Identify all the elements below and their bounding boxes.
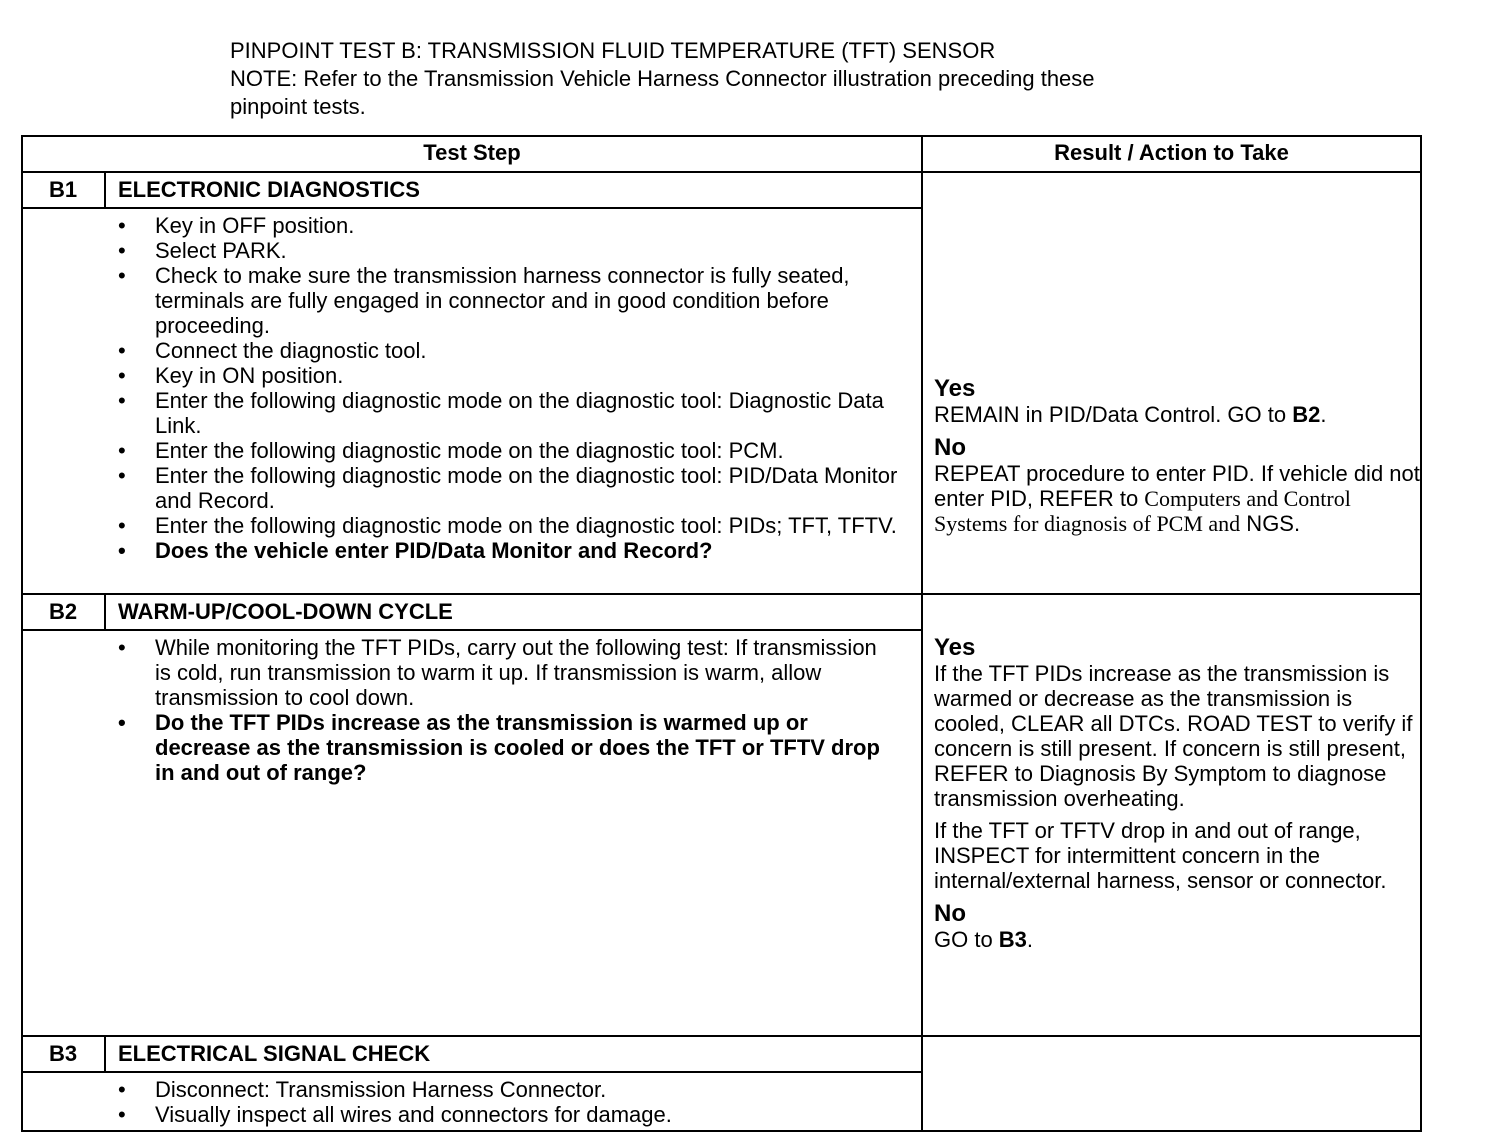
list-item: • Enter the following diagnostic mode on the diagnostic tool: Diagnostic Data Link. [118, 388, 908, 438]
b3-id-divider [104, 1035, 106, 1072]
yes-action-range: If the TFT or TFTV drop in and out of range, INSPECT for intermittent concern in the internal/external harness, sensor or connector. [934, 818, 1387, 893]
step-b2-instructions [118, 635, 893, 785]
note-line-2: pinpoint tests. [230, 94, 366, 119]
column-divider [921, 135, 923, 1132]
step-title-b1: ELECTRONIC DIAGNOSTICS [118, 177, 420, 202]
list-item: • Visually inspect all wires and connectors for damage. [118, 1102, 908, 1127]
list-item: • Enter the following diagnostic mode on the diagnostic tool: PIDs; TFT, TFTV. [118, 513, 908, 538]
step-id-b2: B2 [48, 599, 78, 624]
b3-title-divider [21, 1071, 922, 1073]
no-label: No [934, 434, 966, 461]
list-item: • Check to make sure the transmission harness connector is fully seated, terminals are fully engaged in connector and in good condition before proceeding. [118, 263, 908, 338]
column-header-result: Result / Action to Take [1054, 140, 1289, 165]
yes-action: If the TFT PIDs increase as the transmission is warmed or decrease as the transmission is cooled, CLEAR all DTCs. ROAD TEST to verify if concern is still present. If concern is still present, REFER to Diagnosis By Symptom to diagnose transmission overheating. [934, 661, 1413, 811]
list-item: • Enter the following diagnostic mode on the diagnostic tool: PCM. [118, 438, 908, 463]
no-label: No [934, 900, 966, 927]
step-ref-b3: B3 [998, 927, 1027, 952]
column-header-test-step: Test Step [423, 140, 521, 165]
note-line-1: NOTE: Refer to the Transmission Vehicle Harness Connector illustration preceding these [230, 66, 1095, 91]
step-title-b3: ELECTRICAL SIGNAL CHECK [118, 1041, 431, 1066]
step-id-b1: B1 [48, 177, 78, 202]
yes-label: Yes [934, 634, 976, 661]
header-row-divider [21, 171, 1422, 173]
step-id-b3: B3 [48, 1041, 78, 1066]
test-title: PINPOINT TEST B: TRANSMISSION FLUID TEMPERATURE (TFT) SENSOR [230, 38, 996, 63]
b1-title-divider [21, 207, 922, 209]
list-item: • Key in OFF position. [118, 213, 908, 238]
list-item: • While monitoring the TFT PIDs, carry out the following test: If transmission is cold, run transmission to warm it up. If transmission is warm, allow transmission to cool down. [118, 635, 893, 710]
step-b3-instructions [118, 1077, 908, 1127]
list-item-question: • Does the vehicle enter PID/Data Monitor and Record? [118, 538, 908, 563]
list-item: • Enter the following diagnostic mode on the diagnostic tool: PID/Data Monitor and Record. [118, 463, 908, 513]
step-b1-result [934, 376, 1420, 536]
b2-id-divider [104, 593, 106, 630]
page-header [230, 37, 1230, 121]
step-b1-instructions [118, 213, 908, 563]
list-item: • Disconnect: Transmission Harness Connector. [118, 1077, 908, 1102]
no-action: GO to B3. [934, 927, 1034, 952]
b2-row-divider [21, 593, 1422, 595]
list-item: • Key in ON position. [118, 363, 908, 388]
step-b2-result [934, 635, 1420, 952]
list-item: • Connect the diagnostic tool. [118, 338, 908, 363]
b1-id-divider [104, 171, 106, 208]
step-ref-b2: B2 [1292, 402, 1321, 427]
yes-action: REMAIN in PID/Data Control. GO to B2. [934, 402, 1327, 427]
step-title-b2: WARM-UP/COOL-DOWN CYCLE [118, 599, 453, 624]
no-action: REPEAT procedure to enter PID. If vehicle did not enter PID, REFER to Computers and Control Systems for diagnosis of PCM and NGS. [934, 461, 1420, 536]
yes-label: Yes [934, 375, 976, 402]
b3-row-divider [21, 1035, 1422, 1037]
list-item-question: • Do the TFT PIDs increase as the transmission is warmed up or decrease as the transmission is cooled or does the TFT or TFTV drop in and out of range? [118, 710, 893, 785]
list-item: • Select PARK. [118, 238, 908, 263]
b2-title-divider [21, 629, 922, 631]
